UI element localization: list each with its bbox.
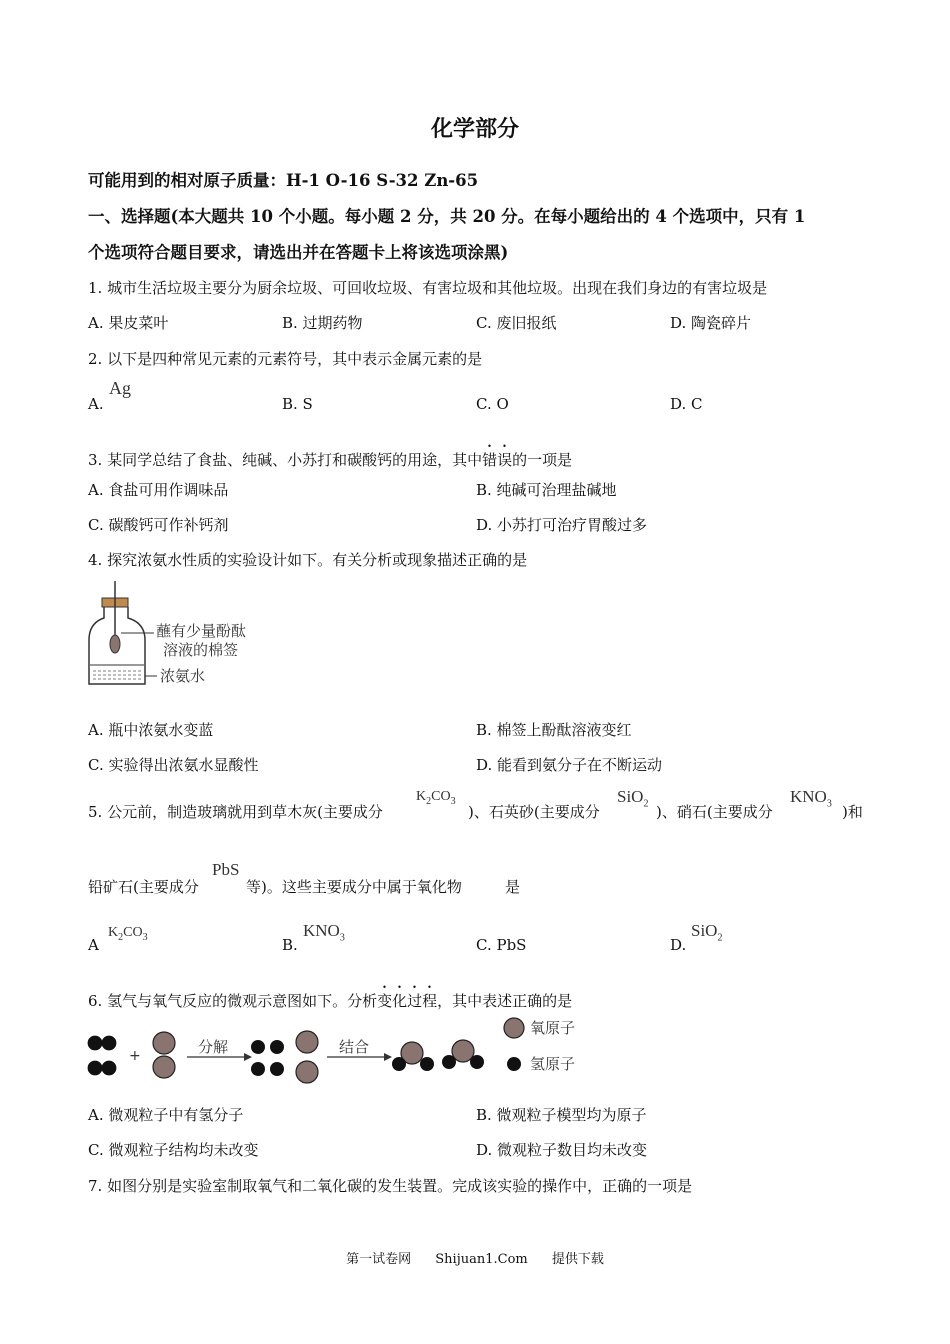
arrow-label-decompose: 分解	[198, 1038, 229, 1056]
legend-hydrogen-icon	[507, 1057, 521, 1071]
reaction-diagram	[84, 1010, 604, 1090]
ammonia-liquid	[93, 671, 141, 679]
q5-text-4: )和	[842, 803, 863, 821]
water-molecule-2	[442, 1040, 484, 1069]
q3-stem: 3. 某同学总结了食盐、纯碱、小苏打和碳酸钙的用途，其中错误的一项是	[88, 451, 573, 469]
ammonia-bottle-figure	[84, 578, 274, 693]
q3-option-d[interactable]: D. 小苏打可治疗胃酸过多	[476, 516, 648, 534]
q1-option-b[interactable]: B. 过期药物	[282, 314, 363, 332]
q5-text-1: 5. 公元前，制造玻璃就用到草木灰(主要成分	[88, 803, 383, 821]
q1-option-a[interactable]: A. 果皮菜叶	[88, 314, 169, 332]
q2-option-c[interactable]: C. O	[476, 395, 509, 413]
q5-option-b[interactable]: B.	[282, 936, 298, 954]
q5-option-a[interactable]: A	[88, 936, 99, 954]
q5-option-b-formula: $KNO_3$	[303, 921, 345, 944]
q6-stem: 6. 氢气与氧气反应的微观示意图如下。分析变化过程，其中表述正确的是	[88, 992, 573, 1010]
section-heading-line1: 一、选择题(本大题共 10 个小题。每小题 2 分，共 20 分。在每小题给出的 4 个选项中，只有 1	[88, 207, 806, 226]
q5-option-d-formula: SiO$_2$	[691, 921, 723, 944]
formula-kno3: $KNO_3$	[790, 787, 832, 810]
q4-option-a[interactable]: A. 瓶中浓氨水变蓝	[88, 721, 214, 739]
q4-option-b[interactable]: B. 棉签上酚酞溶液变红	[476, 721, 632, 739]
formula-sio2: SiO$_2$	[617, 787, 649, 810]
q6-option-c[interactable]: C. 微观粒子结构均未改变	[88, 1141, 259, 1159]
formula-pbs: PbS	[212, 860, 240, 879]
q1-option-d[interactable]: D. 陶瓷碎片	[670, 314, 752, 332]
hydrogen-atoms	[251, 1040, 284, 1076]
water-molecule-1	[392, 1042, 434, 1071]
q1-stem: 1. 城市生活垃圾主要分为厨余垃圾、可回收垃圾、有害垃圾和其他垃圾。出现在我们身边的有害垃圾是	[88, 279, 768, 297]
q2-option-a[interactable]: A.	[88, 395, 104, 413]
q2-option-a-symbol: Ag	[109, 378, 131, 398]
q4-option-c[interactable]: C. 实验得出浓氨水显酸性	[88, 756, 259, 774]
legend-hydrogen-label: 氢原子	[530, 1055, 576, 1073]
label-swab-1: 蘸有少量酚酞	[156, 622, 247, 640]
q6-option-a[interactable]: A. 微观粒子中有氢分子	[88, 1106, 244, 1124]
q5-option-c[interactable]: C. PbS	[476, 936, 527, 954]
q3-emphasis: 错误	[482, 451, 513, 469]
oxygen-molecule	[153, 1032, 175, 1078]
oxygen-atoms	[296, 1031, 318, 1083]
formula-k2co3: $K_2CO_3$	[416, 789, 456, 807]
q7-stem: 7. 如图分别是实验室制取氧气和二氧化碳的发生装置。完成该实验的操作中，正确的一项是	[88, 1177, 693, 1195]
arrowhead-combine	[384, 1053, 392, 1061]
q5-option-d[interactable]: D.	[670, 936, 687, 954]
atomic-masses: 可能用到的相对原子质量：H-1 O-16 S-32 Zn-65	[88, 171, 479, 190]
hydrogen-molecules	[88, 1036, 116, 1075]
q3-option-c[interactable]: C. 碳酸钙可作补钙剂	[88, 516, 229, 534]
label-swab-2: 溶液的棉签	[163, 641, 239, 659]
q1-option-c[interactable]: C. 废旧报纸	[476, 314, 557, 332]
q5-option-a-formula: $K_2CO_3$	[108, 925, 148, 943]
q5-text-5: 铅矿石(主要成分	[88, 878, 199, 896]
q4-option-d[interactable]: D. 能看到氨分子在不断运动	[476, 756, 663, 774]
cotton-swab	[110, 635, 120, 653]
q2-option-d[interactable]: D. C	[670, 395, 703, 413]
section-heading-line2: 个选项符合题目要求，请选出并在答题卡上将该选项涂黑)	[88, 243, 509, 262]
legend-oxygen-icon	[504, 1018, 524, 1038]
q5-text-2: )、石英砂(主要成分	[468, 803, 600, 821]
legend-oxygen-label: 氧原子	[530, 1019, 576, 1037]
arrow-label-combine: 结合	[339, 1038, 370, 1056]
q2-option-b[interactable]: B. S	[282, 395, 313, 413]
plus-sign: +	[129, 1048, 141, 1064]
page-title: 化学部分	[430, 116, 519, 142]
footer-url[interactable]: Shijuan1.Com	[435, 1252, 528, 1267]
footer-site: 第一试卷网	[346, 1252, 412, 1267]
q5-text-3: )、硝石(主要成分	[656, 803, 773, 821]
q4-stem: 4. 探究浓氨水性质的实验设计如下。有关分析或现象描述正确的是	[88, 551, 528, 569]
q2-stem: 2. 以下是四种常见元素的元素符号，其中表示金属元素的是	[88, 350, 483, 368]
q6-option-b[interactable]: B. 微观粒子模型均为原子	[476, 1106, 647, 1124]
arrowhead-decompose	[244, 1053, 252, 1061]
q5-text-7: 是	[505, 878, 521, 896]
q6-option-d[interactable]: D. 微观粒子数目均未改变	[476, 1141, 648, 1159]
q6-emphasis: 变化过程	[377, 992, 438, 1010]
q5-text-6: 等)。这些主要成分中属于氧化物	[246, 878, 462, 896]
page-footer	[0, 1248, 950, 1267]
label-ammonia: 浓氨水	[160, 667, 206, 685]
q3-option-a[interactable]: A. 食盐可用作调味品	[88, 481, 229, 499]
q3-option-b[interactable]: B. 纯碱可治理盐碱地	[476, 481, 617, 499]
footer-tail: 提供下载	[551, 1252, 604, 1267]
